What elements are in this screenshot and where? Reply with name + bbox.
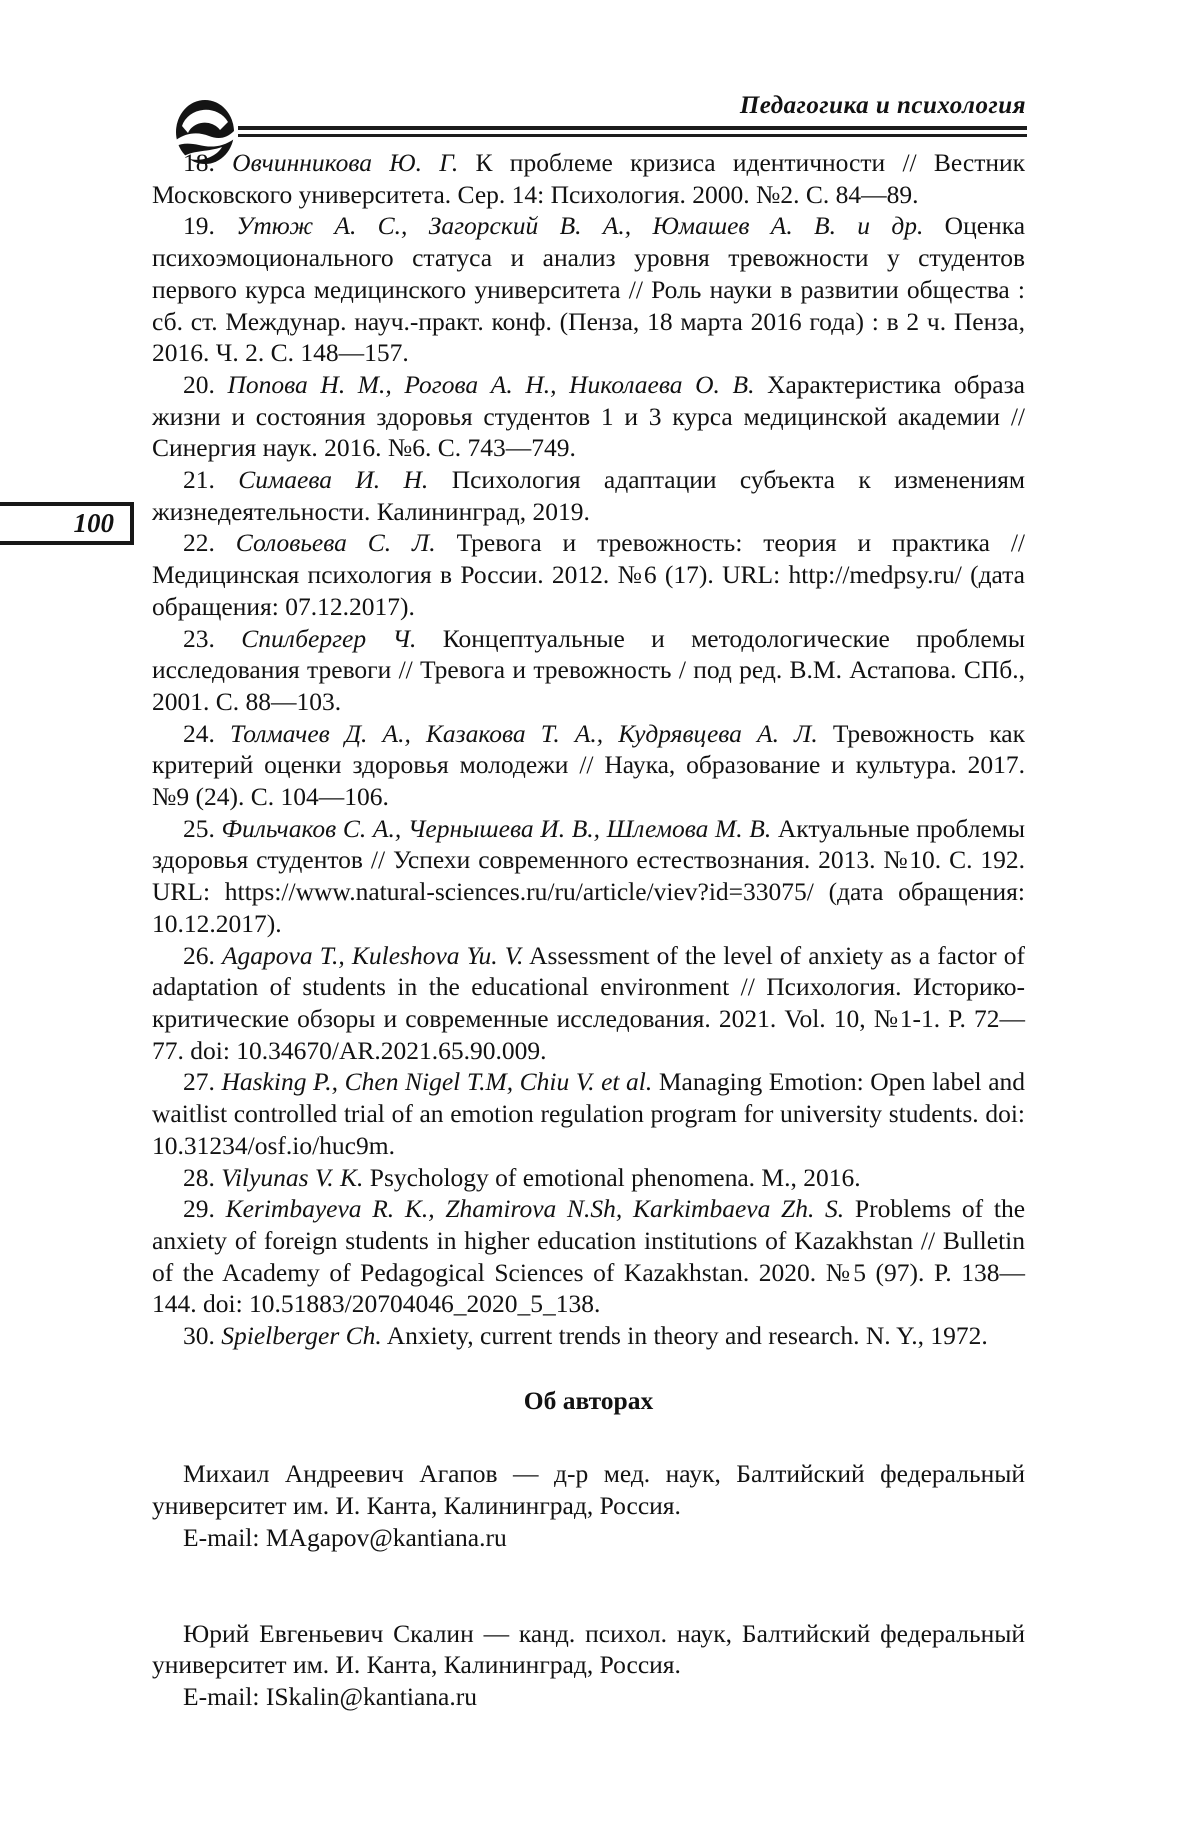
reference-text: Оценка психоэмоционального статуса и анализ уровня тревожности у студентов первого курса медицинского университета // Роль науки в развитии общества : сб. ст. Междунар. науч.-практ. конф. (Пенза, 18 марта 2016 года) : в 2 ч. Пенза, 2016. Ч. 2. С. 148—157.	[152, 211, 1026, 368]
reference-authors: Симаева И. Н.	[238, 465, 429, 495]
reference-item	[152, 369, 1025, 464]
reference-text: Psychology of emotional phenomena. М., 2016.	[369, 1162, 861, 1192]
reference-authors: Утюж А. С., Загорский В. А., Юмашев А. В. и др.	[236, 211, 924, 241]
reference-number: 22.	[183, 528, 215, 558]
about-authors-heading: Об авторах	[523, 1385, 654, 1415]
reference-number: 24.	[183, 718, 215, 748]
author-info: Юрий Евгеньевич Скалин — канд. психол. наук, Балтийский федеральный университет им. И. Канта, Калининград, Россия.	[152, 1618, 1025, 1680]
reference-number: 23.	[183, 623, 215, 653]
reference-item	[152, 1193, 1025, 1320]
reference-text: Тревога и тревожность: теория и практика // Медицинская психология в России. 2012. №6 (17). URL: http://medpsy.ru/ (дата обращения: 07.12.2017).	[152, 528, 1025, 621]
reference-number: 30.	[183, 1321, 215, 1351]
reference-authors: Spielberger Ch.	[221, 1321, 382, 1351]
reference-number: 21.	[183, 465, 215, 495]
reference-number: 27.	[183, 1067, 215, 1097]
reference-authors: Спилбергер Ч.	[241, 623, 417, 653]
reference-number: 19.	[183, 211, 215, 241]
reference-text: Концептуальные и методологические проблемы исследования тревоги // Тревога и тревожность / под ред. В.М. Астапова. СПб., 2001. С. 88—103.	[152, 623, 1026, 716]
reference-item	[152, 623, 1025, 718]
reference-item	[152, 1066, 1025, 1161]
reference-number: 25.	[183, 813, 215, 843]
reference-text: Психология адаптации субъекта к изменениям жизнедеятельности. Калининград, 2019.	[152, 465, 1026, 526]
reference-authors: Vilyunas V. K.	[221, 1162, 364, 1192]
reference-authors: Фильчаков С. А., Чернышева И. В., Шлемова М. В.	[221, 813, 772, 843]
reference-text: К проблеме кризиса идентичности // Вестник Московского университета. Сер. 14: Психология. 2000. №2. С. 84—89.	[152, 148, 1026, 209]
reference-number: 29.	[183, 1194, 215, 1224]
author-info: Михаил Андреевич Агапов — д-р мед. наук, Балтийский федеральный университет им. И. Канта, Калининград, Россия.	[152, 1459, 1025, 1521]
reference-text: Тревожность как критерий оценки здоровья молодежи // Наука, образование и культура. 2017. №9 (24). С. 104—106.	[152, 718, 1026, 812]
reference-number: 26.	[183, 940, 215, 970]
reference-text: Managing Emotion: Open label and waitlist controlled trial of an emotion regulation program for university students. doi: 10.31234/osf.io/huc9m.	[152, 1067, 1026, 1160]
reference-authors: Овчинникова Ю. Г.	[232, 148, 459, 177]
reference-authors: Попова Н. М., Рогова А. Н., Николаева О. В.	[227, 369, 755, 399]
reference-item	[152, 718, 1025, 813]
author-email: E-mail: MAgapov@kantiana.ru	[183, 1522, 507, 1552]
reference-number: 20.	[183, 369, 215, 399]
page-number: 100	[73, 508, 114, 538]
running-head: Педагогика и психология	[739, 92, 1026, 119]
author-email: E-mail: ISkalin@kantiana.ru	[183, 1681, 477, 1711]
reference-item	[152, 1320, 1025, 1352]
reference-item	[152, 940, 1025, 1067]
reference-item	[152, 527, 1025, 622]
reference-text: Характеристика образа жизни и состояния здоровья студентов 1 и 3 курса медицинской академии // Синергия наук. 2016. №6. С. 743—749.	[152, 369, 1025, 463]
references-section	[152, 147, 1025, 1713]
reference-authors: Толмачев Д. А., Казакова Т. А., Кудрявцева А. Л.	[229, 718, 818, 748]
reference-authors: Hasking P., Chen Nigel T.M, Chiu V. et al.	[221, 1067, 653, 1097]
header-rule	[238, 126, 1027, 137]
spacer	[152, 1554, 1025, 1618]
reference-authors: Agapova T., Kuleshova Yu. V.	[221, 940, 524, 970]
reference-item	[152, 210, 1025, 369]
page-number-box	[0, 502, 134, 545]
reference-authors: Kerimbayeva R. K., Zhamirova N.Sh, Karkimbaeva Zh. S.	[225, 1194, 845, 1224]
reference-item	[152, 147, 1025, 210]
reference-authors: Соловьева С. Л.	[235, 528, 436, 558]
reference-item	[152, 464, 1025, 527]
reference-item	[152, 1162, 1025, 1194]
reference-text: Актуальные проблемы здоровья студентов // Успехи современного естествознания. 2013. №10. С. 192. URL: https://www.natural-sciences.ru/ru/article/viev?id=33075/ (дата обращения: 10.12.2017).	[152, 813, 1026, 938]
reference-text: Assessment of the level of anxiety as a factor of adaptation of students in the educational environment // Психология. Историко-критические обзоры и современные исследования. 2021. Vol. 10, №1-1. P. 72—77. doi: 10.34670/AR.2021.65.90.009.	[152, 940, 1025, 1065]
reference-item	[152, 813, 1025, 940]
reference-text: Anxiety, current trends in theory and research. N. Y., 1972.	[386, 1321, 988, 1351]
reference-number: 18.	[183, 148, 215, 177]
reference-number: 28.	[183, 1162, 215, 1192]
reference-text: Problems of the anxiety of foreign students in higher education institutions of Kazakhstan // Bulletin of the Academy of Pedagogical Sciences of Kazakhstan. 2020. №5 (97). P. 138—144. doi: 10.51883/20704046_2020_5_138.	[152, 1194, 1026, 1319]
